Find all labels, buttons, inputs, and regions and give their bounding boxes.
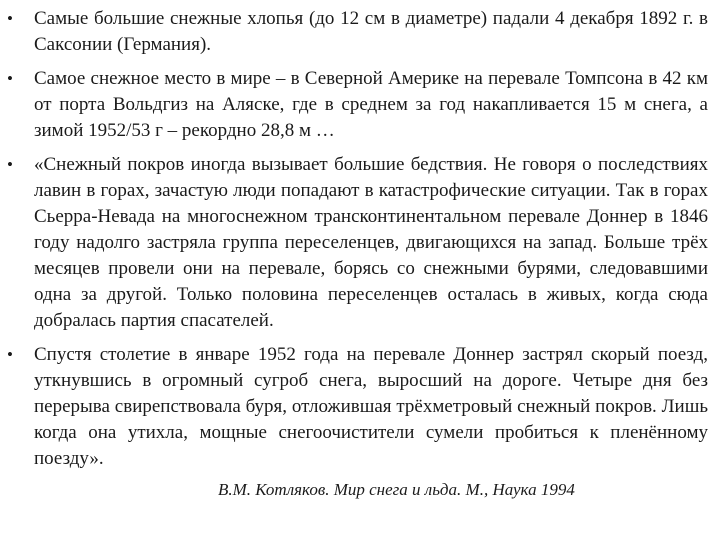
list-item-text: «Снежный покров иногда вызывает большие бедствия. Не говоря о последствиях лавин в горах, зачастую люди попадают в катастрофические ситуации. Так в горах Сьерра-Невада на многоснежном трансконтинентальном перевале Доннер в 1846 году надолго застряла группа переселенцев, двигающихся на запад. Больше трёх месяцев провели они на перевале, борясь со снежными бурями, следовавшими одна за другой. Только половина переселенцев осталась в живых, когда сюда добралась партия спасателей. — [34, 154, 708, 331]
list-item — [0, 6, 720, 58]
list-item-text: Самые большие снежные хлопья (до 12 см в диаметре) падали 4 декабря 1892 г. в Саксонии (Германия). — [34, 8, 708, 55]
source-citation: В.М. Котляков. Мир снега и льда. М., Наука 1994 — [218, 480, 575, 499]
list-item-text: Самое снежное место в мире – в Северной Америке на перевале Томпсона в 42 км от порта Вольдгиз на Аляске, где в среднем за год накапливается 15 м снега, а зимой 1952/53 г – рекордно 28,8 м … — [34, 68, 708, 141]
bullet-list — [0, 6, 720, 480]
list-item — [0, 66, 720, 144]
list-item — [0, 152, 720, 334]
bullet-icon: • — [7, 69, 13, 88]
list-item-text: Спустя столетие в январе 1952 года на перевале Доннер застрял скорый поезд, уткнувшись в огромный сугроб снега, выросший на дороге. Четыре дня без перерыва свирепствовала буря, отложившая трёхметровый снежный покров. Лишь когда она утихла, мощные снегоочистители сумели пробиться к пленённому поезду». — [34, 344, 708, 469]
list-item — [0, 342, 720, 472]
bullet-icon: • — [7, 155, 13, 174]
bullet-icon: • — [7, 345, 13, 364]
bullet-icon: • — [7, 9, 13, 28]
